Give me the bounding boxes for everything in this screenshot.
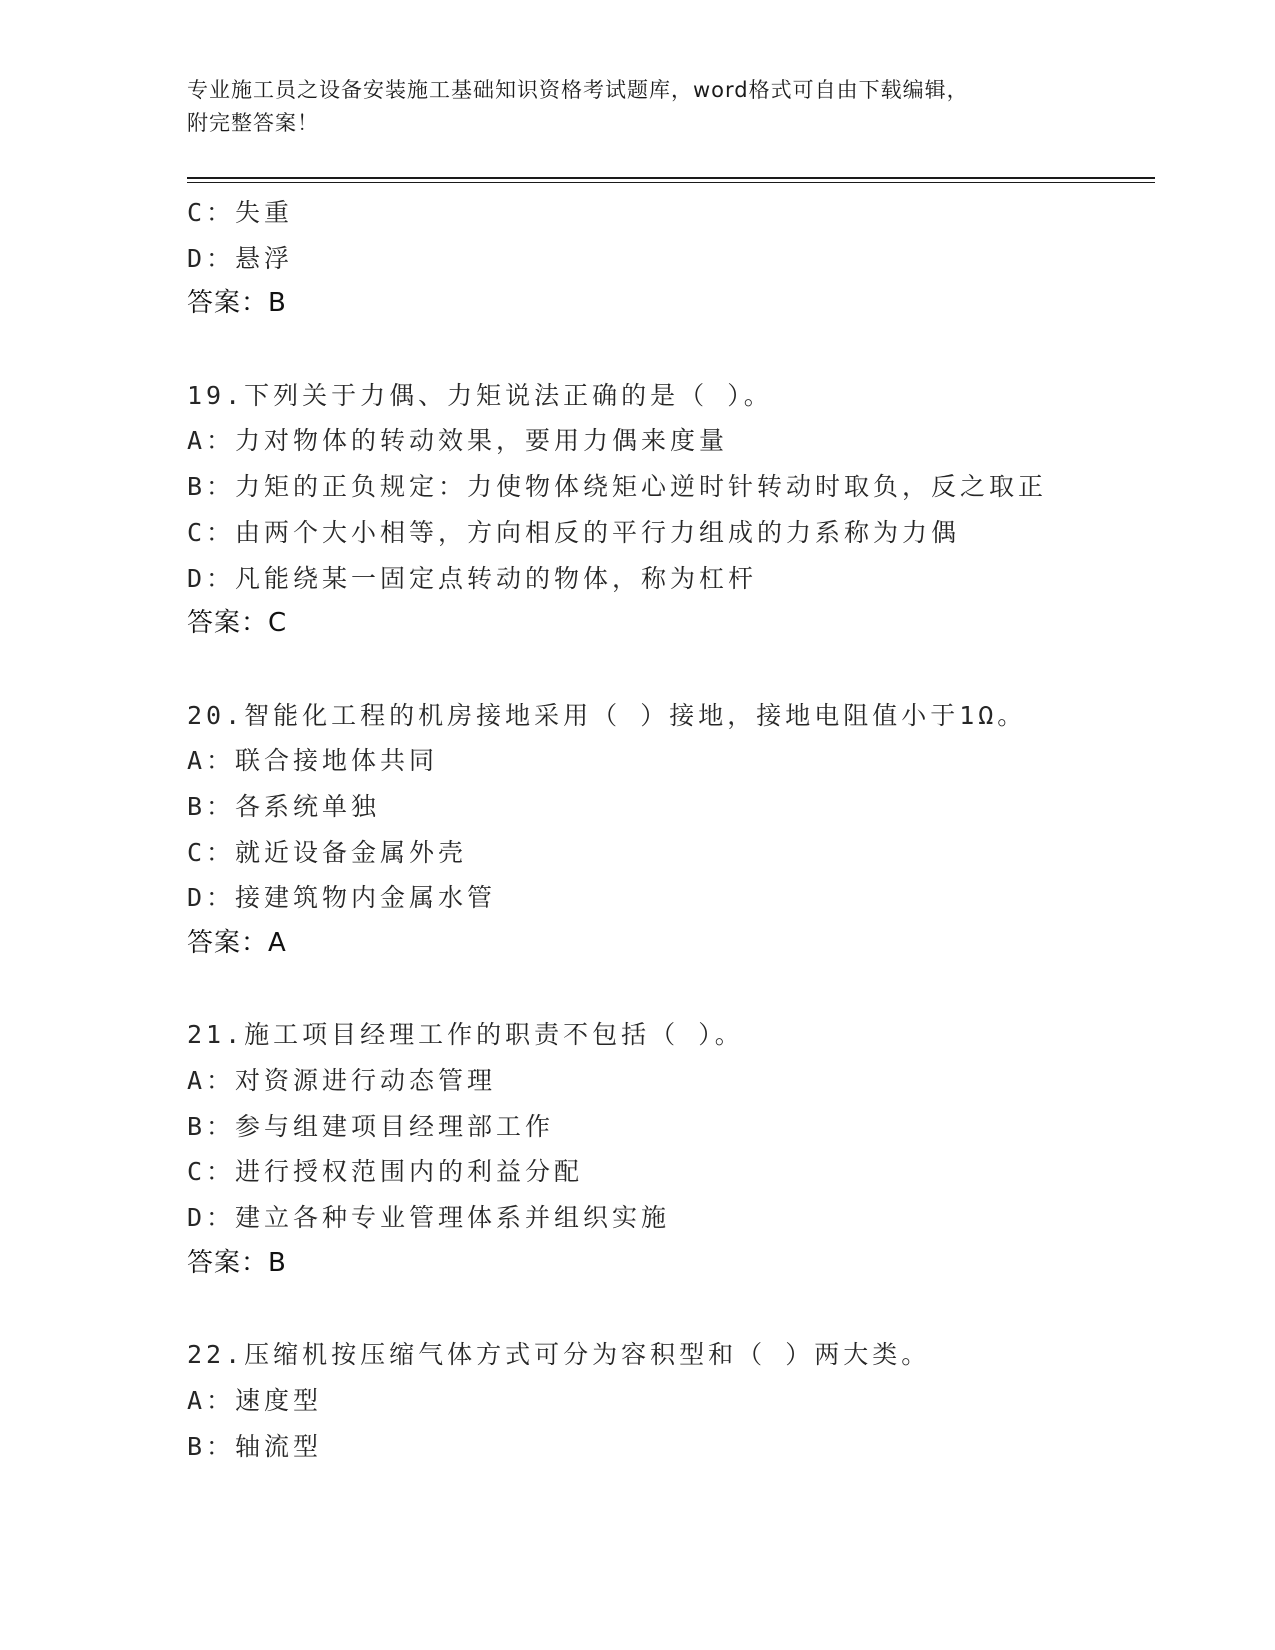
question-stem: 19.下列关于力偶、力矩说法正确的是（ ）。: [187, 380, 773, 410]
question-stem: 22.压缩机按压缩气体方式可分为容积型和（ ）两大类。: [187, 1340, 931, 1370]
option-line: B：轴流型: [187, 1431, 323, 1461]
question-stem: 20.智能化工程的机房接地采用（ ）接地，接地电阻值小于1Ω。: [187, 700, 1027, 730]
answer-line: 答案：B: [187, 288, 287, 319]
option-line: C：进行授权范围内的利益分配: [187, 1157, 584, 1187]
document-header: [187, 74, 1067, 140]
option-line: B：各系统单独: [187, 791, 381, 821]
blank-line: [187, 1287, 1147, 1333]
option-line: D：凡能绕某一固定点转动的物体，称为杠杆: [187, 563, 758, 593]
question-list: [187, 190, 1147, 1469]
option-line: D：接建筑物内金属水管: [187, 883, 497, 913]
blank-line: [187, 967, 1147, 1013]
option-line: A：联合接地体共同: [187, 746, 439, 776]
option-line: A：对资源进行动态管理: [187, 1066, 497, 1096]
option-line: C：失重: [187, 198, 294, 227]
answer-line: 答案：A: [187, 928, 287, 958]
answer-line: 答案：C: [187, 608, 288, 639]
header-line-1: 专业施工员之设备安装施工基础知识资格考试题库，word格式可自由下载编辑，: [187, 78, 969, 102]
answer-line: 答案：B: [187, 1247, 287, 1278]
option-line: B：参与组建项目经理部工作: [187, 1111, 555, 1141]
header-rule-thin: [187, 182, 1155, 183]
option-line: A：力对物体的转动效果，要用力偶来度量: [187, 426, 729, 456]
blank-line: [187, 647, 1147, 693]
option-line: B：力矩的正负规定：力使物体绕矩心逆时针转动时取负，反之取正: [187, 472, 1048, 502]
option-line: D：悬浮: [187, 243, 294, 273]
option-line: C：就近设备金属外壳: [187, 837, 468, 867]
option-line: A：速度型: [187, 1385, 323, 1415]
question-stem: 21.施工项目经理工作的职责不包括（ ）。: [187, 1020, 744, 1050]
header-rule-thick: [187, 177, 1155, 179]
option-line: D：建立各种专业管理体系并组织实施: [187, 1203, 671, 1233]
blank-line: [187, 327, 1147, 373]
header-line-2: 附完整答案！: [187, 111, 319, 135]
option-line: C：由两个大小相等，方向相反的平行力组成的力系称为力偶: [187, 517, 961, 547]
